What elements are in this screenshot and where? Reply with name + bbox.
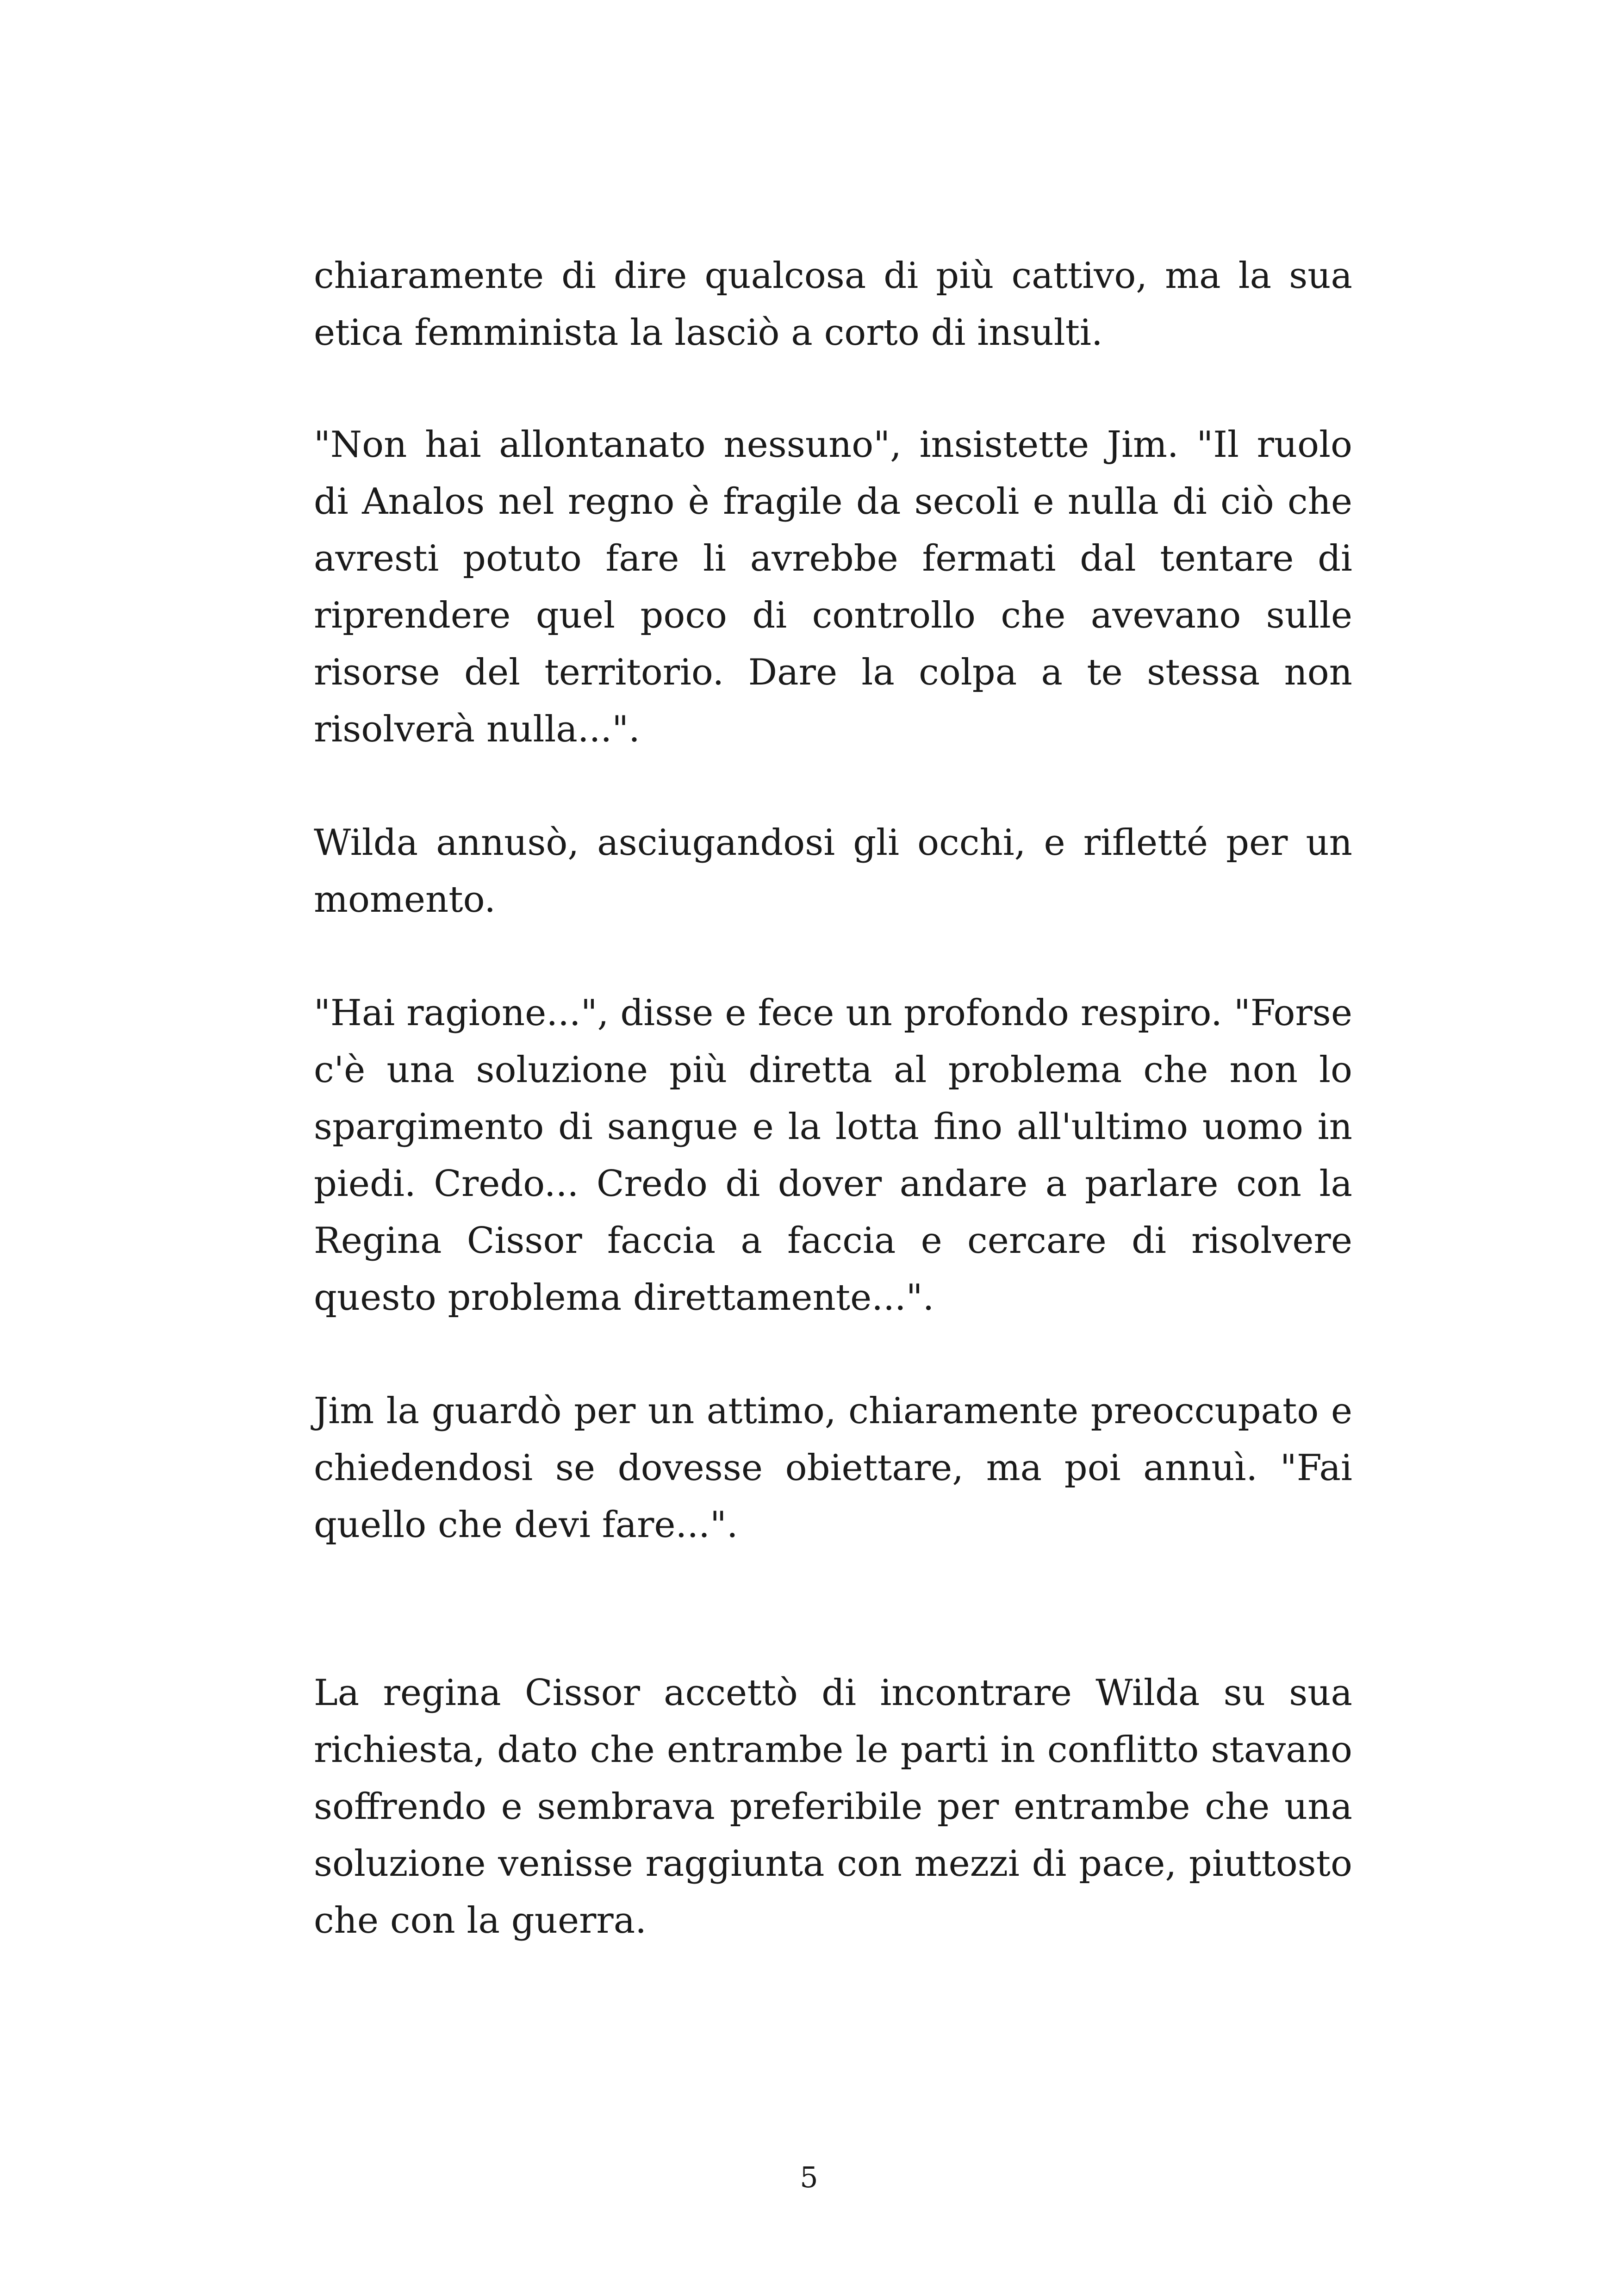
paragraph-3: Wilda annusò, asciugandosi gli occhi, e rifletté per un momento. [314, 822, 1352, 921]
paragraph-5: Jim la guardò per un attimo, chiaramente preoccupato e chiedendosi se dovesse obiettare, ma poi annuì. "Fai quello che devi fare...". [314, 1390, 1352, 1546]
page-number: 5 [800, 2160, 818, 2194]
paragraph-1: chiaramente di dire qualcosa di più cattivo, ma la sua etica femminista la lasciò a corto di insulti. [314, 255, 1352, 354]
paragraph-6: La regina Cissor accettò di incontrare Wilda su sua richiesta, dato che entrambe le parti in conflitto stavano soffrendo e sembrava preferibile per entrambe che una soluzione venisse raggiunta con mezzi di pace, piuttosto che con la guerra. [314, 1672, 1352, 1941]
paragraph-2: "Non hai allontanato nessuno", insistette Jim. "Il ruolo di Analos nel regno è fragile da secoli e nulla di ciò che avresti potuto fare li avrebbe fermati dal tentare di riprendere quel poco di controllo che avevano sulle risorse del territorio. Dare la colpa a te stessa non risolverà nulla...". [314, 424, 1352, 750]
paragraph-4: "Hai ragione...", disse e fece un profondo respiro. "Forse c'è una soluzione più diretta al problema che non lo spargimento di sangue e la lotta fino all'ultimo uomo in piedi. Credo... Credo di dover andare a parlare con la Regina Cissor faccia a faccia e cercare di risolvere questo problema direttamente...". [314, 992, 1352, 1319]
